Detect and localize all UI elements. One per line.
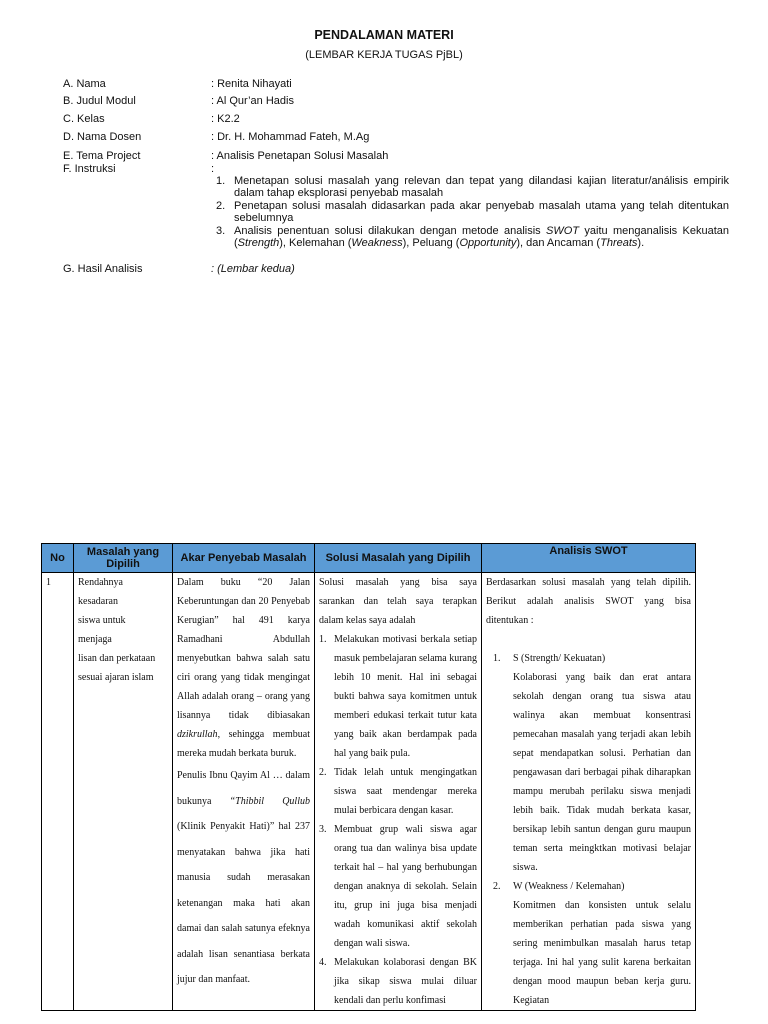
field-value: : Al Qur’an Hadis: [211, 95, 294, 107]
text-run: Analisis penentuan solusi dilakukan dengan metode analisis: [234, 225, 547, 237]
instruction-item: [216, 225, 729, 249]
text-run: Penulis Ibnu Qayim Al … dalam bukunya: [177, 770, 310, 807]
field-label: F. Instruksi: [63, 163, 116, 175]
text-run: ).: [637, 237, 645, 249]
text-run: ), Peluang (: [402, 237, 460, 249]
solusi-number: 1.: [319, 634, 327, 645]
field-value: : K2.2: [211, 113, 240, 125]
instruction-list: [216, 175, 729, 250]
header-akar: Akar Penyebab Masalah: [173, 544, 315, 573]
swot-title: S (Strength/ Kekuatan): [513, 653, 606, 664]
analysis-table: [41, 543, 696, 1011]
solusi-item: [319, 763, 477, 820]
solusi-item: [319, 820, 477, 953]
spacer: [486, 630, 691, 649]
instruction-number: 2.: [216, 200, 226, 212]
text-run: ), dan Ancaman (: [516, 237, 601, 249]
header-swot: Analisis SWOT: [482, 544, 696, 573]
swot-item: [486, 877, 691, 1010]
swot-text: Komitmen dan konsisten untuk selalu memberikan perhatian pada siswa yang sering menimbulkan masalah harus tetap terjaga. Ini hal yang sulit karena berkaitan dengan mood maupun beban kerja guru. Kegiatan: [513, 900, 691, 1006]
masalah-line: sesuai ajaran islam: [78, 672, 154, 683]
swot-number: 2.: [493, 881, 501, 892]
text-run: ), Kelemahan (: [279, 237, 352, 249]
text-italic: “Thibbil Qullub: [229, 795, 310, 807]
solusi-number: 2.: [319, 767, 327, 778]
document-title: PENDALAMAN MATERI: [314, 28, 454, 42]
instruction-item: [216, 200, 729, 224]
instruction-number: 1.: [216, 175, 226, 187]
text-italic: Threats: [600, 237, 638, 249]
masalah-line: lisan dan perkataan: [78, 653, 156, 664]
field-label: G. Hasil Analisis: [63, 263, 143, 275]
field-value: : Renita Nihayati: [211, 78, 292, 90]
instruction-text: Menetapan solusi masalah yang relevan dan tepat yang dilandasi kajian literatur/análisis empirik dalam tahap eksplorasi penyebab masalah: [234, 175, 729, 199]
text-italic: Opportunity: [459, 237, 517, 249]
cell-masalah: [74, 573, 173, 1011]
text-run: Dalam buku “20 Jalan Keberuntungan dan 20 Penyebab Kerugian” hal 491 karya Ramadhani Abdullah menyebutkan bahwa salah satu ciri orang yang tidak mengingat Allah adalah orang – orang yang lisannya tidak dibiasakan: [177, 577, 310, 721]
field-label: C. Kelas: [63, 113, 105, 125]
text-italic: dzikrullah: [177, 729, 218, 740]
field-value: : (Lembar kedua): [211, 263, 295, 275]
instruction-item: [216, 175, 729, 199]
table-header-row: [42, 544, 696, 573]
cell-no: 1: [42, 573, 74, 1011]
field-value: : Analisis Penetapan Solusi Masalah: [211, 150, 389, 162]
header-solusi: Solusi Masalah yang Dipilih: [315, 544, 482, 573]
solusi-text: Melakukan kolaborasi dengan BK jika sikap siswa mulai diluar kendali dan perlu konfimasi: [334, 957, 477, 1006]
field-label: E. Tema Project: [63, 150, 141, 162]
cell-solusi: [315, 573, 482, 1011]
solusi-text: Melakukan motivasi berkala setiap masuk pembelajaran selama kurang lebih 10 menit. Hal ini sebagai bukti bahwa saya komitmen untuk memberi edukasi terkait tutur kata yang baik akan berdampak pada hal yang baik pula.: [334, 634, 477, 759]
header-masalah: Masalah yang Dipilih: [74, 544, 173, 573]
cell-akar: [173, 573, 315, 1011]
cell-swot: [482, 573, 696, 1011]
field-label: B. Judul Modul: [63, 95, 136, 107]
field-label: D. Nama Dosen: [63, 131, 142, 143]
text-italic: Strength: [237, 237, 280, 249]
swot-item: [486, 649, 691, 877]
masalah-line: menjaga: [78, 634, 112, 645]
document-subtitle: (LEMBAR KERJA TUGAS PjBL): [305, 49, 463, 61]
text-italic: Weakness: [351, 237, 403, 249]
solusi-item: [319, 953, 477, 1010]
solusi-intro: Solusi masalah yang bisa saya sarankan dan telah saya terapkan dalam kelas saya adalah: [319, 577, 477, 626]
header-no: No: [42, 544, 74, 573]
masalah-line: kesadaran: [78, 596, 118, 607]
text-run: , sehingga membuat mereka mudah berkata buruk.: [177, 729, 310, 759]
masalah-line: siswa untuk: [78, 615, 126, 626]
solusi-item: [319, 630, 477, 763]
field-value: : Dr. H. Mohammad Fateh, M.Ag: [211, 131, 370, 143]
text-run: (Klinik Penyakit Hati)” hal 237 menyatakan bahwa jika hati manusia sudah merasakan ketenangan maka hati akan damai dan salah satunya efeknya adalah lisan senantiasa berkata jujur dan manfaat.: [177, 821, 310, 985]
instruction-number: 3.: [216, 225, 226, 237]
masalah-line: Rendahnya: [78, 577, 123, 588]
table-row: [42, 573, 696, 1011]
solusi-text: Membuat grup wali siswa agar orang tua dan walinya bisa update terkait hal – hal yang berhubungan dengan anaknya di sekolah. Selain itu, grup ini juga bisa menjadi wadah komunikasi aktif sekolah dengan wali siswa.: [334, 824, 477, 949]
text-italic: SWOT: [546, 225, 580, 237]
akar-paragraph: [177, 573, 310, 763]
solusi-text: Tidak lelah untuk mengingatkan siswa saat mendengar mereka mulai berbicara dengan kasar.: [334, 767, 477, 816]
instruction-text: Penetapan solusi masalah didasarkan pada akar penyebab masalah utama yang telah ditentukan sebelumnya: [234, 200, 729, 224]
swot-title: W (Weakness / Kelemahan): [513, 881, 625, 892]
swot-text: Kolaborasi yang baik dan erat antara sekolah dengan orang tua siswa atau walinya akan membuat konsentrasi pemecahan masalah yang terjadi akan lebih sepat mendapatkan solusi. Perhatian dan pengawasan dari berbagai pihak diharapkan mampu merubah perilaku siswa menjadi lebih baik. Tidak mudah berkata kasar, bersikap lebih santun dengan guru maupun teman serta meingktkan motivasi belajar siswa.: [513, 672, 691, 873]
solusi-number: 3.: [319, 824, 327, 835]
field-label: A. Nama: [63, 78, 106, 90]
solusi-number: 4.: [319, 957, 327, 968]
instruction-text: [234, 225, 729, 249]
swot-intro: Berdasarkan solusi masalah yang telah dipilih. Berikut adalah analisis SWOT yang bisa ditentukan :: [486, 577, 691, 626]
text-run: yaitu menganalisis Kekuatan (: [234, 225, 729, 249]
akar-paragraph: [177, 763, 310, 993]
field-value: :: [211, 163, 215, 175]
swot-number: 1.: [493, 653, 501, 664]
